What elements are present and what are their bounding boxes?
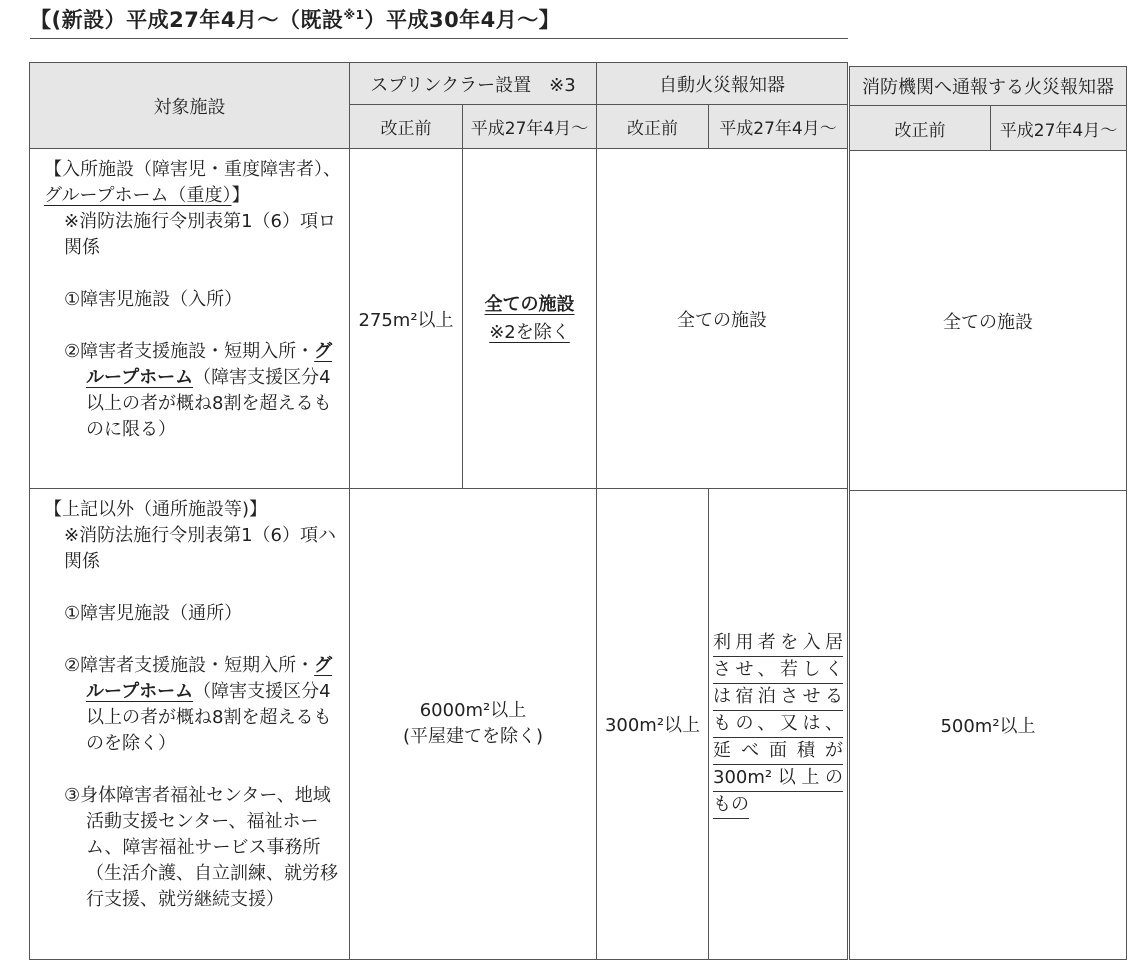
row2-facility-cell: 【上記以外（通所施設等)】 ※消防法施行令別表第1（6）項ハ関係 ①障害児施設（通所） ②障害者支援施設・短期入所・グループホーム（障害支援区分4以上の者が概ね8割を超えるものを除く） ③身体障害者福祉センター、地域活動支援センター、福祉ホーム、障害福祉サービス事務所（生活介護、自立訓練、就労移行支援、就労継続支援） [29, 488, 350, 960]
row2-sprinkler: 6000m²以上 (平屋建てを除く) [349, 488, 597, 960]
header-notify-after: 平成27年4月～ [990, 105, 1127, 151]
row2-auto-after: 利用者を入居 させ、若しく は宿泊させる もの、又は、 延べ面積が 300m²以上の もの [708, 488, 848, 960]
header-sprinkler-before: 改正前 [349, 104, 463, 149]
row2-notify-alarm: 500m²以上 [849, 490, 1127, 960]
row1-facility-cell: 【入所施設（障害児・重度障害者）、 グループホーム（重度）】 ※消防法施行令別表第1（6）項ロ関係 ①障害児施設（入所） ②障害者支援施設・短期入所・グループホーム（障害支援区分4以上の者が概ね8割を超えるものに限る） [29, 148, 350, 489]
row1-sprinkler-before: 275m²以上 [349, 148, 463, 489]
header-auto-after: 平成27年4月～ [708, 104, 848, 149]
title-divider [30, 38, 848, 39]
header-notify-before: 改正前 [849, 105, 991, 151]
header-sprinkler-after: 平成27年4月～ [462, 104, 597, 149]
header-sprinkler: スプリンクラー設置 ※3 [349, 62, 597, 105]
row1-notify-alarm: 全ての施設 [849, 150, 1127, 491]
header-target-facility: 対象施設 [29, 62, 350, 149]
header-auto-fire-alarm: 自動火災報知器 [596, 62, 848, 105]
header-auto-before: 改正前 [596, 104, 709, 149]
row1-auto-alarm: 全ての施設 [596, 148, 848, 489]
page-title: 【(新設）平成27年4月～（既設$^{※1}$）平成30年4月～】 [30, 8, 561, 32]
row1-sprinkler-after: 全ての施設 ※2を除く [462, 148, 597, 489]
header-notify-alarm: 消防機関へ通報する火災報知器 [849, 66, 1127, 106]
group-home-link-text: グループホーム（重度） [44, 185, 232, 206]
row2-auto-before: 300m²以上 [596, 488, 709, 960]
